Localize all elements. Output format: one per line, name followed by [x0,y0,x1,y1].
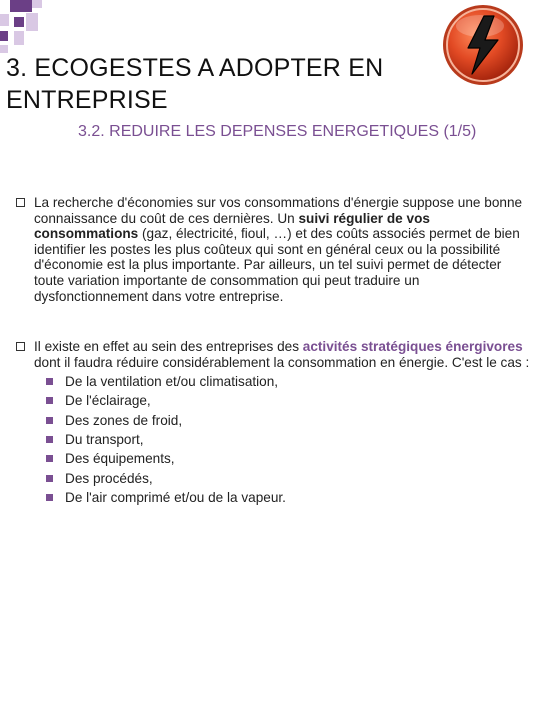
bullet-paragraph [16,339,530,507]
bullet-paragraph [16,195,530,304]
square-bullet-icon [46,455,53,462]
section-subtitle: 3.2. REDUIRE LES DEPENSES ENERGETIQUES (1/5) [78,123,477,140]
square-bullet-icon [16,198,25,207]
emphasis-text: activités stratégiques énergivores [302,339,523,354]
square-bullet-icon [16,342,25,351]
corner-square-decoration [10,0,32,12]
paragraph-text: Il existe en effet au sein des entreprises des activités stratégiques énergivores dont il faudra réduire considérablement la consommation en énergie. C'est le cas : [34,339,530,370]
square-bullet-icon [46,397,53,404]
corner-square-decoration [14,31,24,45]
paragraph-text: La recherche d'économies sur vos consommations d'énergie suppose une bonne connaissance du coût de ces dernières. Un suivi régulier de vos consommations (gaz, électricité, fioul, …) et des coûts associés permet de bien identifier les postes les plus coûteux qui sont en général ceux ou la possibilité d'économie est la plus importante. Par ailleurs, un tel suivi permet de détecter toute variation importante de consommation qui peut traduire un dysfonctionnement dans votre entreprise. [34,195,523,304]
page-title: 3. ECOGESTES A ADOPTER EN ENTREPRISE [6,54,384,114]
square-bullet-icon [46,475,53,482]
emphasis-text: suivi régulier de vos consommations [34,210,430,242]
list-item: Des procédés, [16,469,530,488]
lightning-bolt-icon [440,2,526,88]
corner-square-decoration [26,13,38,31]
square-bullet-icon [46,417,53,424]
list-item: Des équipements, [16,449,530,468]
square-bullet-icon [46,494,53,501]
corner-square-decoration [0,14,9,26]
list-item: De l'éclairage, [16,391,530,410]
square-bullet-icon [46,378,53,385]
energy-activity-list [16,372,530,507]
list-item: De l'air comprimé et/ou de la vapeur. [16,488,530,507]
corner-square-decoration [32,0,42,8]
corner-square-decoration [0,31,8,41]
corner-square-decoration [14,17,24,27]
square-bullet-icon [46,436,53,443]
list-item: Du transport, [16,430,530,449]
list-item: Des zones de froid, [16,411,530,430]
list-item: De la ventilation et/ou climatisation, [16,372,530,391]
